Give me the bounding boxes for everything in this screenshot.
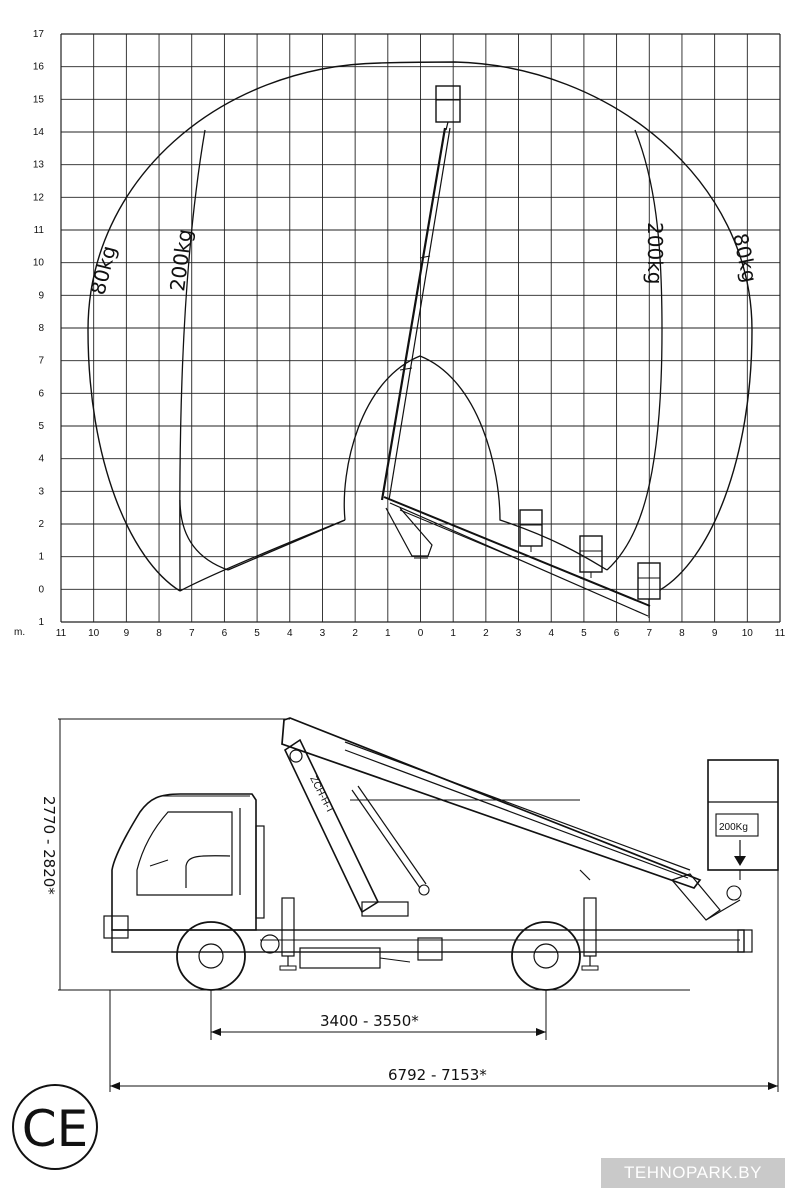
x-tick-label: 8 xyxy=(156,628,162,639)
turret xyxy=(386,508,432,558)
x-tick-label: 1 xyxy=(450,628,456,639)
unit-label: m. xyxy=(14,627,26,638)
spare-wheel xyxy=(261,935,279,953)
envelope-lower-left xyxy=(180,500,228,570)
x-tick-label: 10 xyxy=(741,628,753,639)
x-tick-label: 9 xyxy=(123,628,130,639)
x-tick-label: 5 xyxy=(581,628,587,639)
boom-text: ZCH-H-T xyxy=(307,774,336,816)
y-tick-label: 13 xyxy=(32,159,44,171)
x-tick-label: 6 xyxy=(613,628,620,639)
ce-mark-text: CE xyxy=(21,1100,89,1158)
y-axis-ticks xyxy=(33,29,45,628)
front-wheel xyxy=(177,922,245,990)
working-range-diagram xyxy=(14,29,786,639)
y-tick-label: 10 xyxy=(32,257,44,269)
y-tick-label: 6 xyxy=(38,388,44,400)
curve-label-right-inner: 200kg xyxy=(643,222,667,285)
y-tick-label: 0 xyxy=(38,584,44,596)
x-tick-label: 2 xyxy=(483,628,489,639)
reach-dome xyxy=(344,356,607,570)
x-tick-label: 5 xyxy=(254,628,260,639)
y-tick-label: 11 xyxy=(33,225,44,236)
envelope-lower-left-base xyxy=(228,520,345,570)
y-tick-label: 14 xyxy=(32,127,44,138)
y-tick-label: 7 xyxy=(38,355,44,367)
curve-label-left-inner: 200kg xyxy=(165,227,197,293)
y-tick-label: 4 xyxy=(38,453,44,465)
x-axis-ticks xyxy=(56,628,786,639)
curve-label-right-outer: 80kg xyxy=(728,231,762,285)
truck-chassis xyxy=(112,930,752,968)
envelope-200kg-right xyxy=(607,130,662,570)
x-tick-label: 11 xyxy=(55,628,67,639)
boom-column xyxy=(285,740,429,916)
curve-label-left-outer: 80kg xyxy=(85,243,121,298)
x-tick-label: 6 xyxy=(221,628,228,639)
wheelbase-dimension xyxy=(211,990,546,1040)
x-tick-label: 0 xyxy=(417,628,424,639)
y-tick-label: 2 xyxy=(38,519,44,530)
x-tick-label: 9 xyxy=(711,628,718,639)
height-dimension-label: 2770 - 2820* xyxy=(40,796,58,895)
length-dimension xyxy=(110,870,778,1092)
y-tick-label: 15 xyxy=(32,94,44,106)
y-tick-label: 16 xyxy=(32,61,44,73)
length-dimension-label: 6792 - 7153* xyxy=(388,1066,487,1084)
y-tick-label: 9 xyxy=(38,290,44,302)
diagram-grid xyxy=(61,34,780,622)
truck-cab xyxy=(104,794,264,938)
x-tick-label: 4 xyxy=(286,628,293,639)
y-tick-label: 5 xyxy=(38,421,44,432)
y-tick-label: 1 xyxy=(38,617,44,628)
outrigger-rear xyxy=(582,898,598,970)
y-tick-label: 3 xyxy=(38,486,44,498)
y-tick-label: 17 xyxy=(32,29,44,40)
y-tick-label: 8 xyxy=(38,323,44,334)
outrigger-front xyxy=(280,898,296,970)
x-tick-label: 4 xyxy=(548,628,555,639)
ce-mark xyxy=(13,1085,97,1169)
x-tick-label: 1 xyxy=(385,628,391,639)
x-tick-label: 3 xyxy=(319,628,326,639)
boom-raised xyxy=(382,86,460,500)
x-tick-label: 2 xyxy=(352,628,358,639)
x-tick-label: 10 xyxy=(88,628,100,639)
x-tick-label: 7 xyxy=(188,628,195,639)
basket-load-label: 200Kg xyxy=(719,822,748,833)
y-tick-label: 12 xyxy=(32,192,44,204)
wheelbase-dimension-label: 3400 - 3550* xyxy=(320,1012,419,1030)
rear-wheel xyxy=(512,922,580,990)
watermark: TEHNOPARK.BY xyxy=(601,1158,785,1188)
x-tick-label: 11 xyxy=(774,628,786,639)
y-tick-label: 1 xyxy=(38,551,44,563)
x-tick-label: 3 xyxy=(515,628,522,639)
truck-side-view xyxy=(40,718,778,1092)
work-basket xyxy=(708,760,778,880)
x-tick-label: 8 xyxy=(679,628,685,639)
x-tick-label: 7 xyxy=(646,628,653,639)
